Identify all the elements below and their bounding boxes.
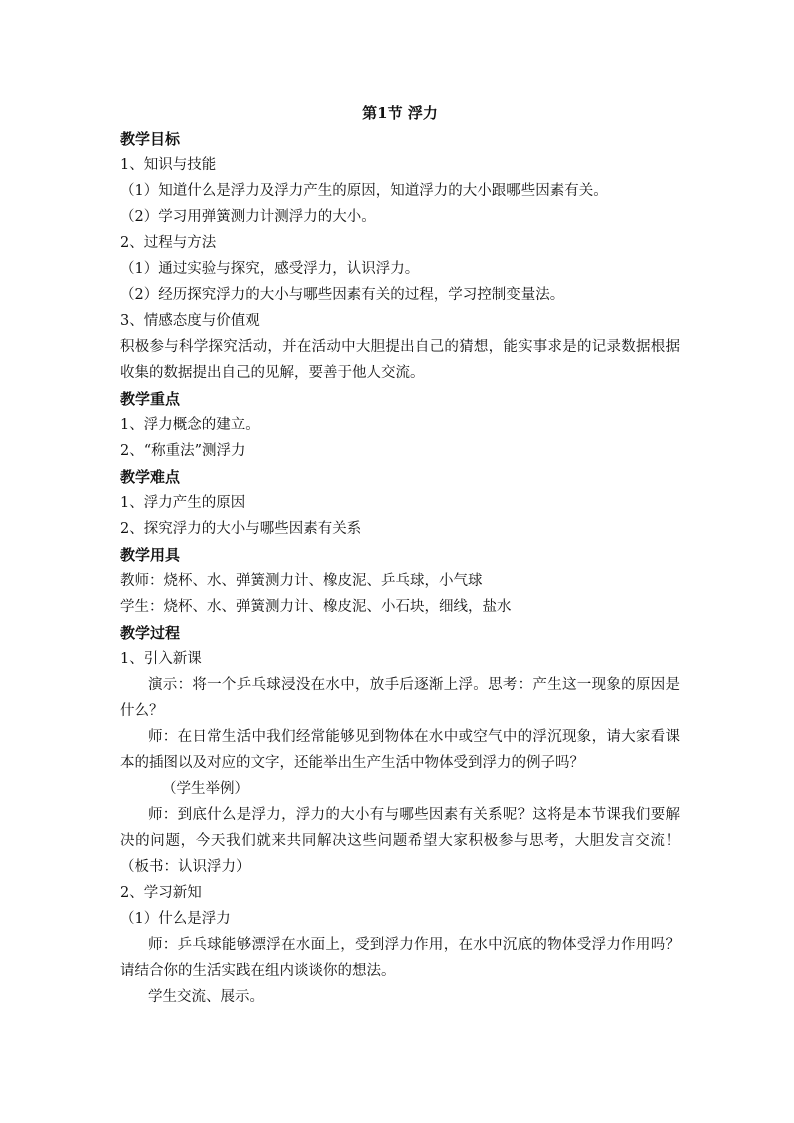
student-tools: 学生：烧杯、水、弹簧测力计、橡皮泥、小石块，细线，盐水 — [120, 599, 512, 615]
process-item-1: （1）通过实验与探究，感受浮力，认识浮力。 — [120, 261, 420, 277]
key-point-1: 1、浮力概念的建立。 — [120, 417, 260, 433]
difficulty-1: 1、浮力产生的原因 — [120, 495, 246, 511]
key-point-2: 2、“称重法”测浮力 — [120, 443, 246, 459]
emotion-attitude-text: 积极参与科学探究活动，并在活动中大胆提出自己的猜想，能实事求是的记录数据根据收集的数据提出自己的见解，要善于他人交流。 — [120, 339, 680, 381]
intro-title: 1、引入新课 — [120, 651, 202, 667]
knowledge-item-2: （2）学习用弹簧测力计测浮力的大小。 — [120, 209, 376, 225]
key-points-heading: 教学重点 — [120, 390, 181, 408]
student-show: 学生交流、展示。 — [148, 989, 264, 1005]
difficulties-heading: 教学难点 — [120, 468, 181, 486]
teaching-goals-heading: 教学目标 — [120, 130, 181, 148]
what-is-buoyancy-title: （1）什么是浮力 — [120, 911, 231, 927]
process-method-title: 2、过程与方法 — [120, 235, 217, 251]
document-body — [120, 100, 680, 1010]
demo-paragraph: 演示：将一个乒乓球浸没在水中，放手后逐渐上浮。思考：产生这一现象的原因是什么？ — [120, 677, 680, 719]
tools-heading: 教学用具 — [120, 546, 181, 564]
teacher-paragraph-1: 师：在日常生活中我们经常能够见到物体在水中或空气中的浮沉现象，请大家看课本的插图以及对应的文字，还能举出生产生活中物体受到浮力的例子吗？ — [120, 729, 680, 771]
process-item-2: （2）经历探究浮力的大小与哪些因素有关的过程，学习控制变量法。 — [120, 287, 565, 303]
student-examples: （学生举例） — [162, 781, 249, 797]
knowledge-skills-title: 1、知识与技能 — [120, 157, 217, 173]
knowledge-item-1: （1）知道什么是浮力及浮力产生的原因，知道浮力的大小跟哪些因素有关。 — [120, 183, 608, 199]
emotion-attitude-title: 3、情感态度与价值观 — [120, 313, 260, 329]
teacher-paragraph-3: 师：乒乓球能够漂浮在水面上，受到浮力作用，在水中沉底的物体受浮力作用吗？请结合你的生活实践在组内谈谈你的想法。 — [120, 937, 680, 979]
new-knowledge-title: 2、学习新知 — [120, 885, 202, 901]
difficulty-2: 2、探究浮力的大小与哪些因素有关系 — [120, 521, 362, 537]
page-title: 第1节 浮力 — [362, 104, 438, 122]
teacher-paragraph-2: 师：到底什么是浮力，浮力的大小有与哪些因素有关系呢？这将是本节课我们要解决的问题，今天我们就来共同解决这些问题希望大家积极参与思考，大胆发言交流！（板书：认识浮力） — [120, 807, 680, 875]
teacher-tools: 教师：烧杯、水、弹簧测力计、橡皮泥、乒乓球，小气球 — [120, 573, 483, 589]
process-heading: 教学过程 — [120, 624, 181, 642]
